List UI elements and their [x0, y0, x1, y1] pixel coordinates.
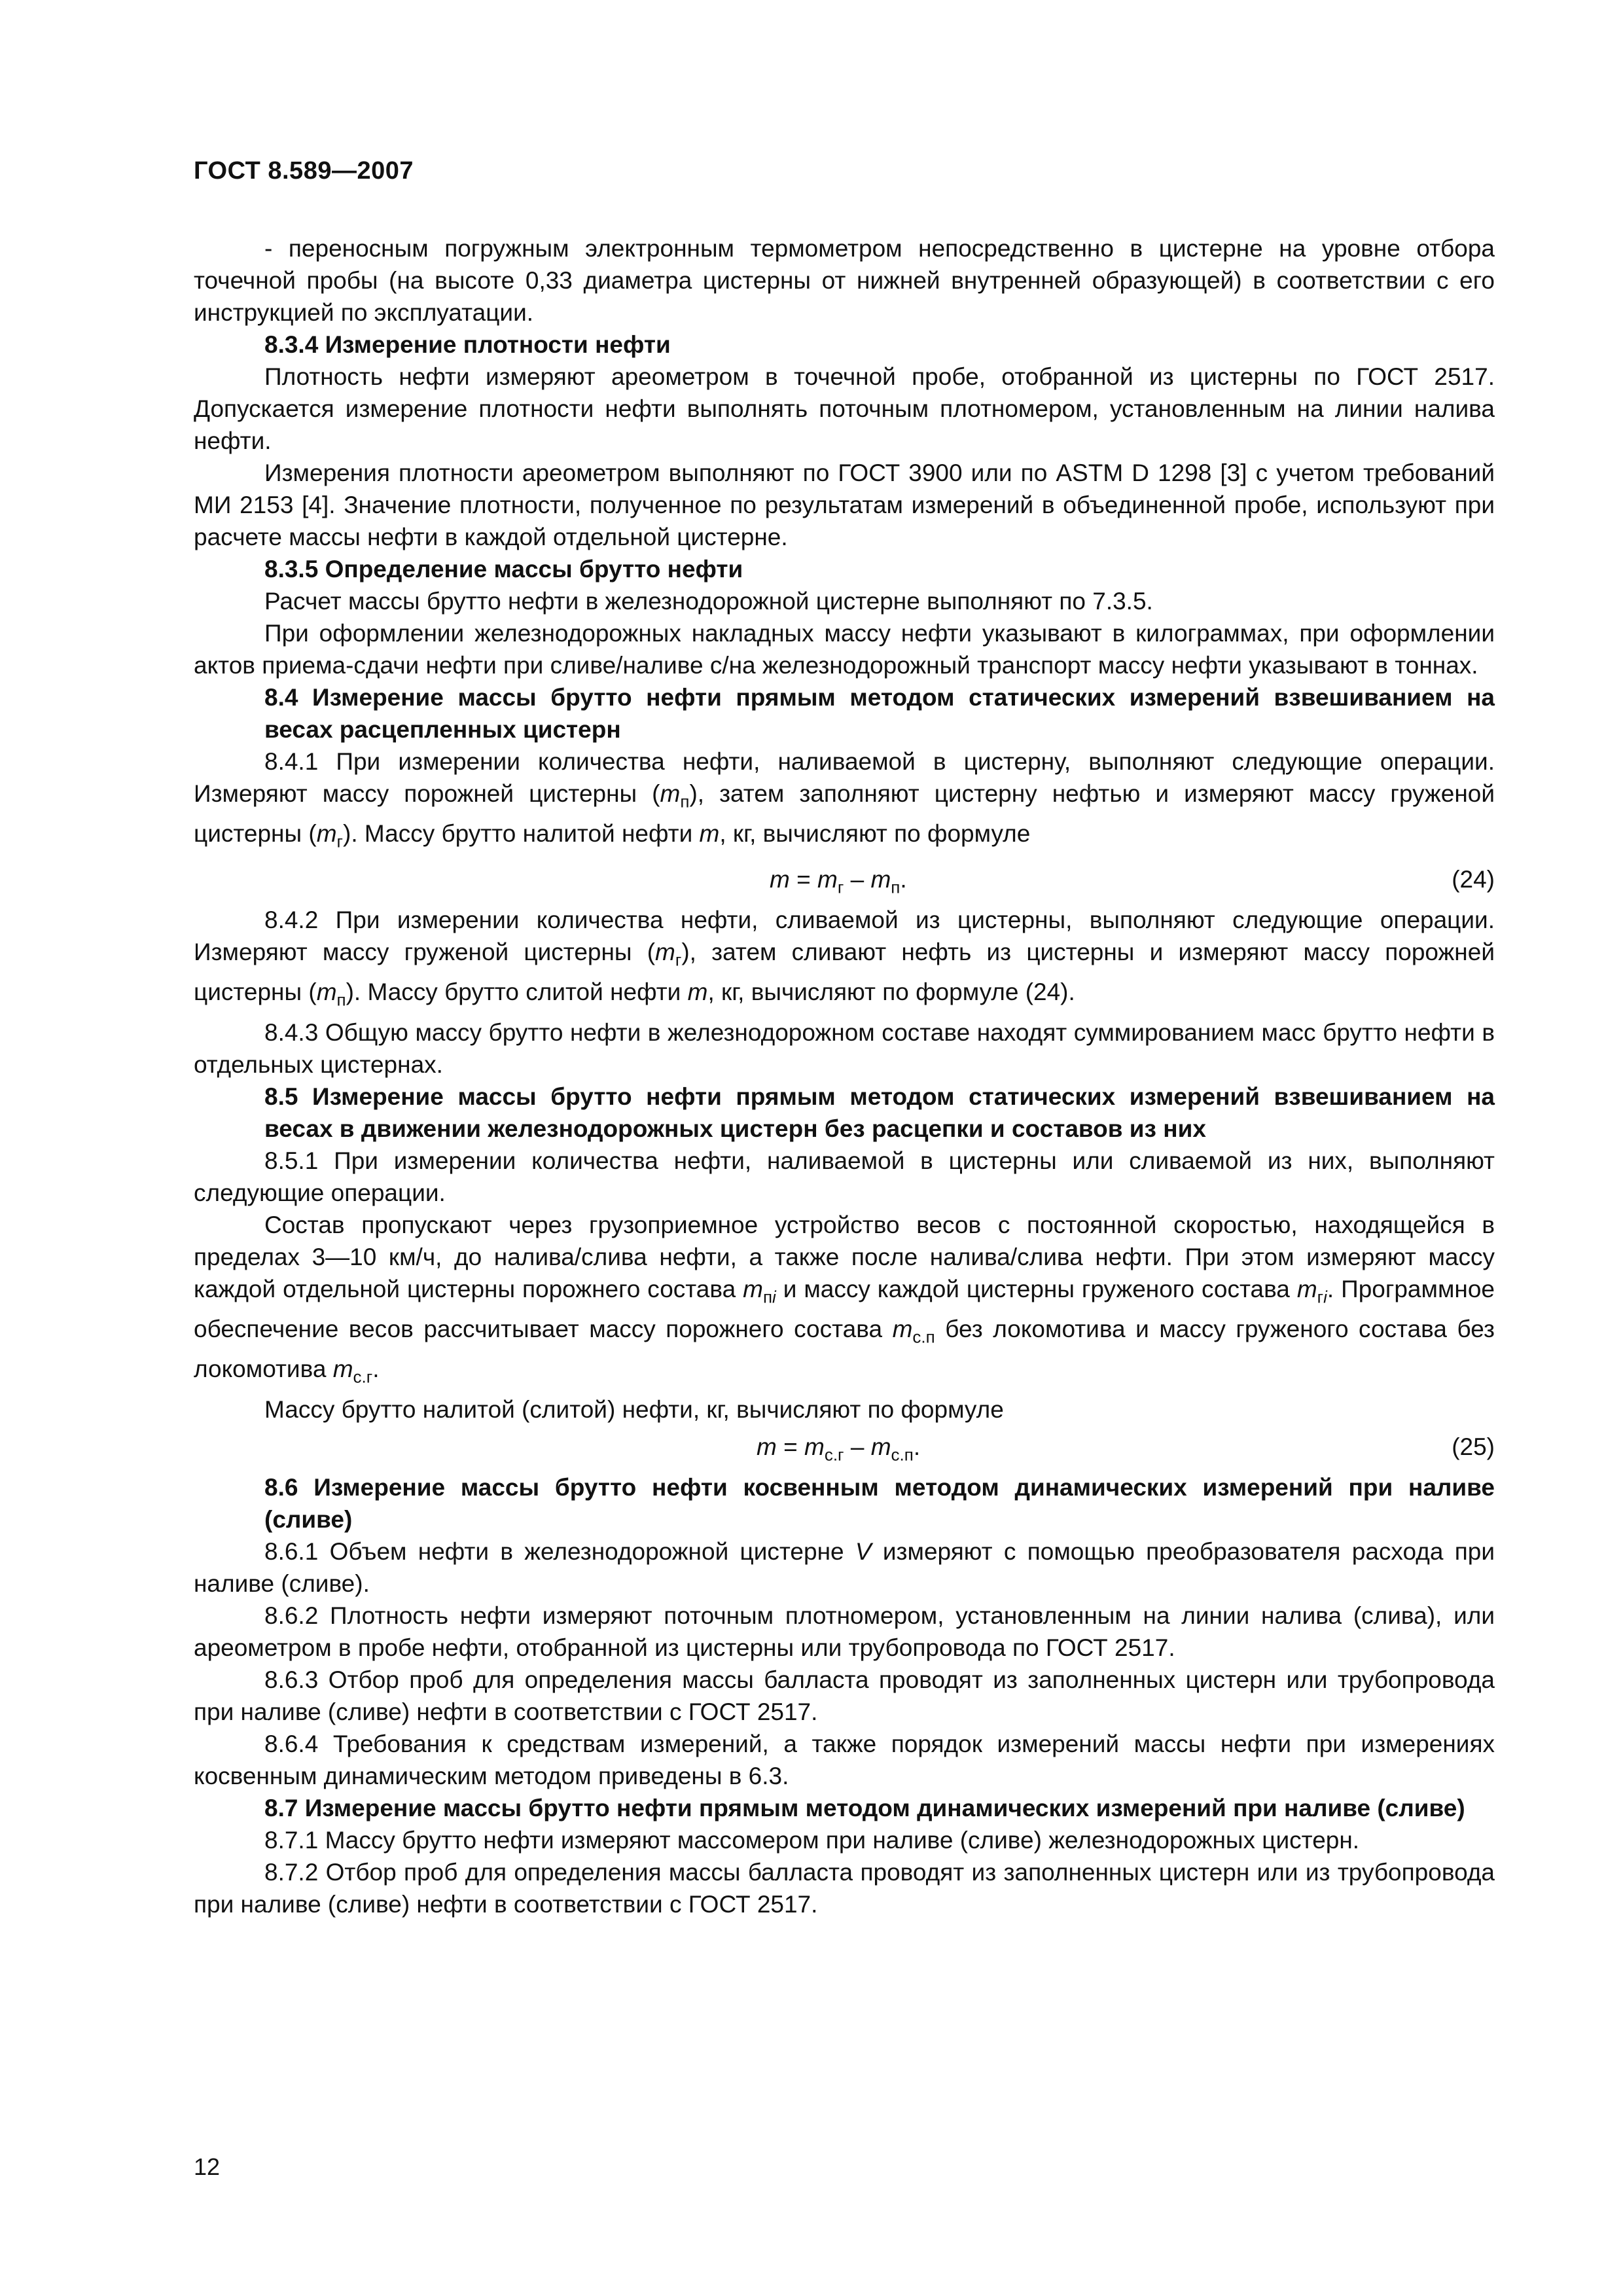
section-heading-8-7: 8.7 Измерение массы брутто нефти прямым методом динамических измерений при наливе (сливе)	[264, 1794, 1465, 1821]
math-sub: с.п	[891, 1444, 914, 1465]
paragraph	[194, 904, 1495, 1016]
math-var: m	[316, 820, 337, 848]
formula-24	[194, 861, 1495, 901]
math-var: m	[870, 865, 891, 893]
math-sub: п	[680, 791, 690, 812]
math-sub: г	[336, 831, 343, 852]
text: 8.6.1 Объем нефти в железнодорожной цистерне	[264, 1537, 855, 1565]
paragraph	[194, 745, 1495, 858]
paragraph	[194, 232, 1495, 329]
paragraph: 8.7.2 Отбор проб для определения массы балласта проводят из заполненных цистерн или из трубопровода при наливе (сливе) нефти в соответствии с ГОСТ 2517.	[194, 1858, 1495, 1918]
text: и массу каждой цистерны груженого состава	[776, 1275, 1297, 1302]
section-heading-8-6: 8.6 Измерение массы брутто нефти косвенным методом динамических измерений при наливе (сливе)	[264, 1473, 1495, 1533]
formula-number: (25)	[1452, 1433, 1495, 1460]
text: , кг, вычисляют по формуле (24).	[707, 978, 1075, 1006]
text: ). Массу брутто налитой нефти	[343, 820, 700, 848]
math-sub: п	[336, 990, 346, 1010]
paragraph: 8.7.1 Массу брутто нефти измеряют массомером при наливе (сливе) железнодорожных цистерн.	[264, 1826, 1360, 1854]
math-var: m	[757, 1433, 777, 1460]
paragraph: Измерения плотности ареометром выполняют по ГОСТ 3900 или по ASTM D 1298 [3] с учетом требований МИ 2153 [4]. Значение плотности, полученное по результатам измерений в объединенной пробе, используют при расчете массы нефти в каждой отдельной цистерне.	[194, 459, 1495, 550]
math-op: .	[913, 1433, 921, 1460]
section-heading-8-5: 8.5 Измерение массы брутто нефти прямым методом статических измерений взвешиванием на весах в движении железнодорожных цистерн без расцепки и составов из них	[264, 1083, 1495, 1142]
page-content	[194, 232, 1495, 1920]
paragraph: 8.4.3 Общую массу брутто нефти в железнодорожном составе находят суммированием масс брутто нефти в отдельных цистернах.	[194, 1018, 1495, 1078]
text: . Программное обеспечение весов рассчитывает массу порожнего состава	[194, 1275, 1495, 1342]
text: без локомотива и массу груженого состава без локомотива	[194, 1315, 1495, 1383]
section-heading-8-4: 8.4 Измерение массы брутто нефти прямым методом статических измерений взвешиванием на весах расцепленных цистерн	[264, 684, 1495, 743]
math-sub: п	[891, 877, 901, 897]
document-code: ГОСТ 8.589—2007	[194, 157, 414, 185]
text: измеряют с помощью преобразователя расхода при наливе (сливе).	[194, 1537, 1495, 1597]
math-index: i	[772, 1286, 776, 1306]
paragraph: 8.6.2 Плотность нефти измеряют поточным плотномером, установленным на линии налива (слива), или ареометром в пробе нефти, отобранной из цистерны или трубопровода по ГОСТ 2517.	[194, 1602, 1495, 1661]
math-var: m	[687, 978, 708, 1006]
math-sub: с.г	[824, 1444, 844, 1465]
text: ), затем сливают нефть из цистерны и измеряют массу порожней цистерны (	[194, 938, 1495, 1006]
paragraph: Расчет массы брутто нефти в железнодорожной цистерне выполняют по 7.3.5.	[264, 588, 1153, 615]
text: , кг, вычисляют по формуле	[719, 820, 1031, 848]
math-var: m	[892, 1315, 913, 1342]
text: .	[372, 1355, 380, 1383]
math-sub: г	[675, 950, 682, 970]
paragraph	[194, 1209, 1495, 1393]
math-var: m	[332, 1355, 353, 1383]
math-var: m	[655, 938, 675, 965]
paragraph: Массу брутто налитой (слитой) нефти, кг, вычисляют по формуле	[264, 1395, 1004, 1423]
math-sub	[1317, 1287, 1327, 1306]
paragraph: 8.6.4 Требования к средствам измерений, а также порядок измерений массы нефти при измерениях косвенным динамическим методом приведены в 6.3.	[194, 1730, 1495, 1789]
math-sub: с.п	[912, 1327, 935, 1347]
math-var: m	[770, 865, 790, 893]
math-index: i	[1323, 1286, 1327, 1306]
paragraph	[194, 1535, 1495, 1600]
math-op: =	[776, 1433, 804, 1460]
paragraph: 8.6.3 Отбор проб для определения массы балласта проводят из заполненных цистерн или трубопровода при наливе (сливе) нефти в соответствии с ГОСТ 2517.	[194, 1666, 1495, 1725]
math-var: m	[660, 780, 681, 807]
paragraph: 8.5.1 При измерении количества нефти, наливаемой в цистерны или сливаемой из них, выполняют следующие операции.	[194, 1147, 1495, 1206]
subsection-heading-8-3-5: 8.3.5 Определение массы брутто нефти	[264, 556, 743, 583]
formula-number: (24)	[1452, 865, 1495, 893]
math-sub-text: г	[1317, 1286, 1324, 1306]
math-op: =	[789, 865, 817, 893]
text: 8.4.2 При измерении количества нефти, сливаемой из цистерны, выполняют следующие операции. Измеряют массу груженой цистерны (	[194, 906, 1495, 965]
math-op: –	[844, 865, 871, 893]
math-var: m	[804, 1433, 825, 1460]
formula-expression	[757, 1431, 920, 1471]
page-number: 12	[194, 2153, 221, 2180]
subsection-heading-8-3-4: 8.3.4 Измерение плотности нефти	[264, 331, 671, 358]
math-sub: г	[837, 877, 844, 897]
formula-expression	[770, 863, 907, 903]
math-var: m	[870, 1433, 891, 1460]
math-op: .	[900, 865, 907, 893]
text: ). Массу брутто слитой нефти	[346, 978, 688, 1006]
paragraph: При оформлении железнодорожных накладных массу нефти указывают в килограммах, при оформлении актов приема-сдачи нефти при сливе/наливе с/на железнодорожный транспорт массу нефти указывают в тоннах.	[194, 620, 1495, 679]
math-var: m	[316, 978, 337, 1006]
math-var: m	[817, 865, 838, 893]
math-sub-text: п	[762, 1286, 773, 1306]
math-op: –	[844, 1433, 871, 1460]
math-var: m	[1296, 1275, 1317, 1302]
math-var: m	[743, 1275, 763, 1302]
math-sub	[763, 1287, 776, 1306]
formula-25	[194, 1428, 1495, 1469]
math-sub: с.г	[353, 1367, 373, 1387]
paragraph: Плотность нефти измеряют ареометром в точечной пробе, отобранной из цистерны по ГОСТ 2517. Допускается измерение плотности нефти выполнять поточным плотномером, установленным на линии налива нефти.	[194, 363, 1495, 454]
math-var: V	[855, 1537, 872, 1565]
text: 8.4.1 При измерении количества нефти, наливаемой в цистерну, выполняют следующие операции. Измеряют массу порожней цистерны (	[194, 748, 1495, 807]
math-var: m	[699, 820, 720, 848]
paragraph-text: - переносным погружным электронным термометром непосредственно в цистерне на уровне отбора точечной пробы (на высоте 0,33 диаметра цистерны от нижней внутренней образующей) в соответствии с его инструкцией по эксплуатации.	[194, 235, 1495, 326]
text: Состав пропускают через грузоприемное устройство весов с постоянной скоростью, находящейся в пределах 3—10 км/ч, до налива/слива нефти, а также после налива/слива нефти. При этом измеряют массу каждой отдельной цистерны порожнего состава	[194, 1211, 1495, 1302]
text: ), затем заполняют цистерну нефтью и измеряют массу груженой цистерны (	[194, 780, 1495, 848]
